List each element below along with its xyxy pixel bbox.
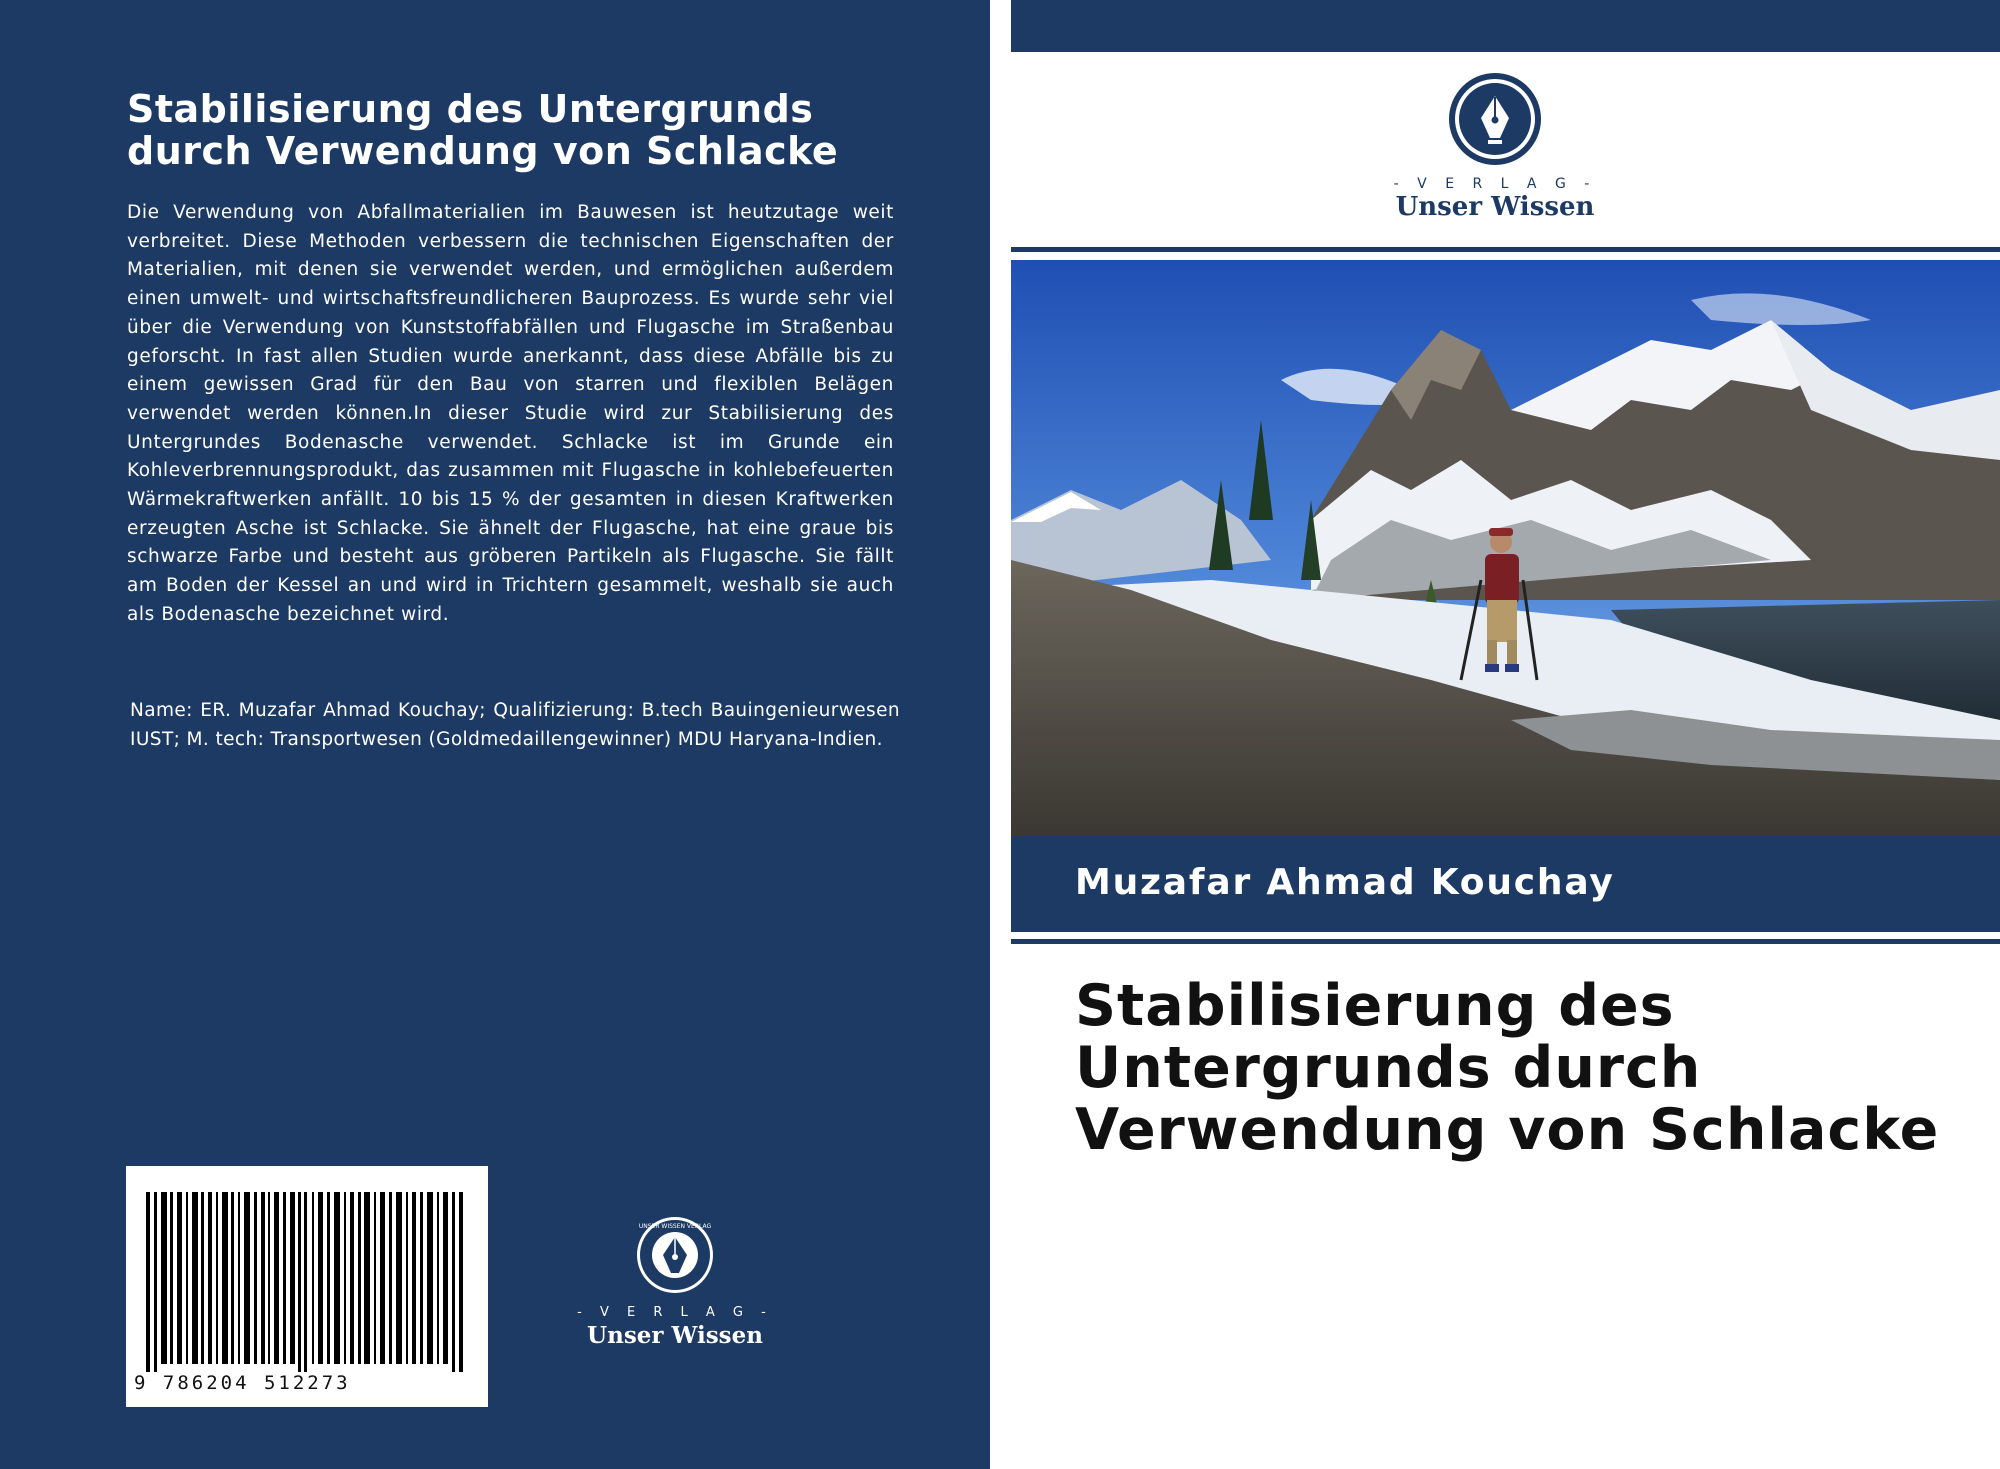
pen-nib-emblem-icon <box>635 1215 715 1295</box>
publisher-name: Unser Wissen <box>1395 192 1595 222</box>
divider-line <box>1011 939 2000 944</box>
publisher-verlag-label: - V E R L A G - <box>577 1305 773 1320</box>
barcode-icon <box>146 1192 468 1372</box>
spine <box>990 0 1010 1469</box>
divider-line <box>1011 247 2000 252</box>
landscape-illustration <box>1011 260 2000 836</box>
publisher-logo-front <box>1380 72 1610 222</box>
isbn-number: 9 786204 512273 <box>134 1372 351 1394</box>
mountain-hiker-photo <box>1011 260 2000 836</box>
publisher-name: Unser Wissen <box>587 1322 763 1349</box>
publisher-verlag-label: - V E R L A G - <box>1393 176 1597 192</box>
back-cover-title: Stabilisierung des Untergrunds durch Verwendung von Schlacke <box>127 87 839 173</box>
back-cover <box>0 0 990 1469</box>
author-band <box>1011 836 2000 932</box>
barcode <box>126 1166 488 1407</box>
author-name: Muzafar Ahmad Kouchay <box>1075 862 1615 903</box>
pen-nib-emblem-icon <box>1448 72 1542 166</box>
book-description: Die Verwendung von Abfallmaterialien im Bauwesen ist heutzutage weit verbreitet. Diese Methoden verbessern die technischen Eigenschaften der Materialien, mit denen sie verwendet werden, und ermöglichen außerdem einen umwelt- und wirtschaftsfreundlicheren Bauprozess. Es wurde sehr viel über die Verwendung von Kunststoffabfällen und Flugasche im Straßenbau geforscht. In fast allen Studien wurde anerkannt, dass diese Abfälle bis zu einem gewissen Grad für den Bau von starren und flexiblen Belägen verwendet werden können.In dieser Studie wird zur Stabilisierung des Untergrundes Bodenasche verwendet. Schlacke ist im Grunde ein Kohleverbrennungsprodukt, das zusammen mit Flugasche in kohlebefeuerten Wärmekraftwerken anfällt. 10 bis 15 % der gesamten in diesen Kraftwerken erzeugten Asche ist Schlacke. Sie ähnelt der Flugasche, hat eine graue bis schwarze Farbe und besteht aus gröberen Partikeln als Flugasche. Sie fällt am Boden der Kessel an und wird in Trichtern gesammelt, weshalb sie auch als Bodenasche bezeichnet wird. <box>127 202 894 625</box>
front-top-bar <box>1011 0 2000 52</box>
author-bio: Name: ER. Muzafar Ahmad Kouchay; Qualifizierung: B.tech Bauingenieurwesen IUST; M. tech: Transportwesen (Goldmedaillengewinner) MDU Haryana-Indien. <box>130 700 900 750</box>
book-title: Stabilisierung des Untergrunds durch Verwendung von Schlacke <box>1075 973 1940 1163</box>
emblem-ring-text: UNSER WISSEN VERLAG <box>638 1223 712 1230</box>
publisher-logo-back <box>560 1215 790 1349</box>
